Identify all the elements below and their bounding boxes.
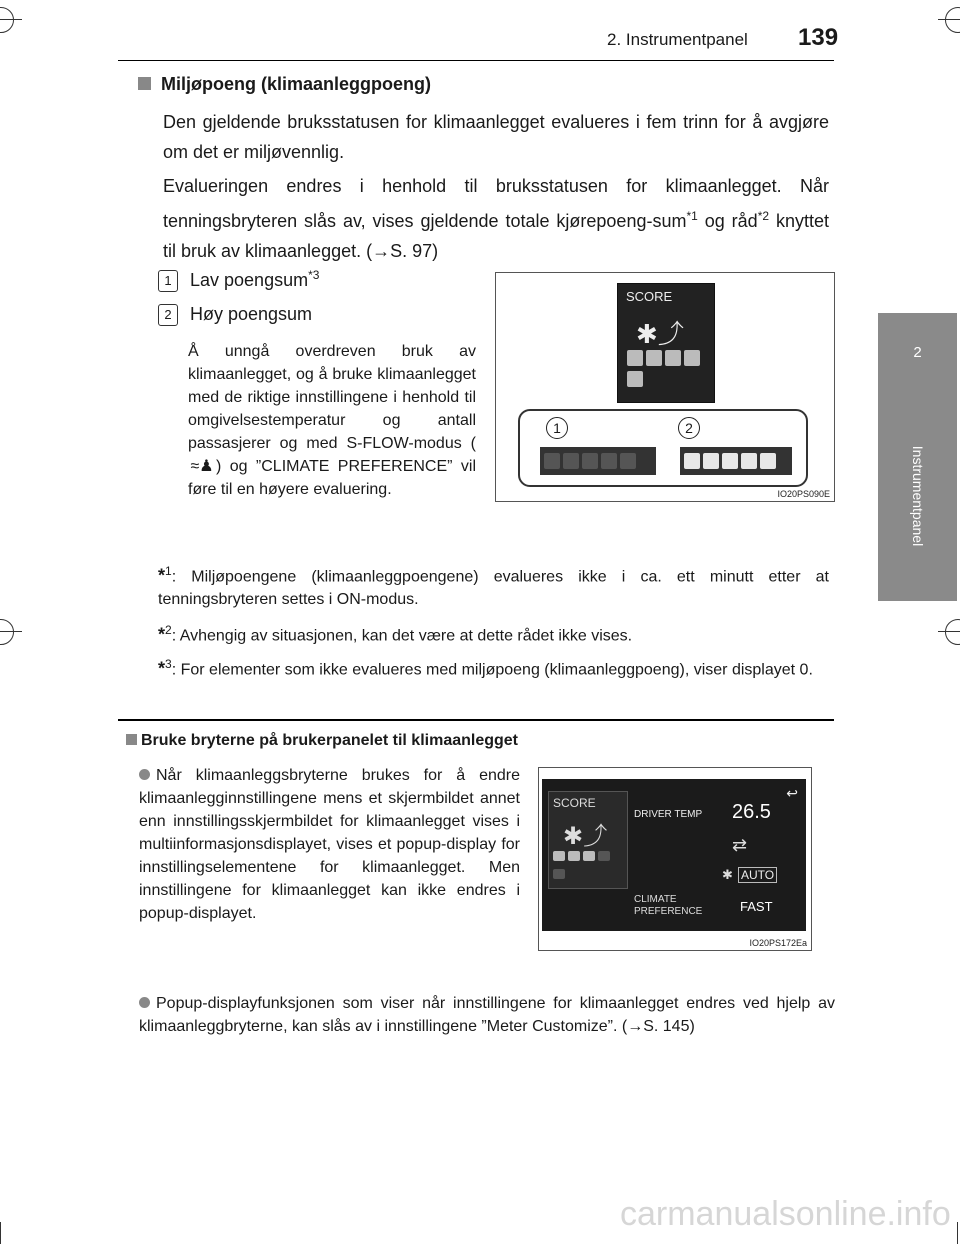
high-score-bar: [680, 447, 792, 475]
figure-caption-1: IO20PS090E: [777, 489, 830, 499]
crop-mark-mid-left: [0, 619, 14, 645]
callout-2: 2: [678, 417, 700, 439]
section-title-1: [138, 74, 431, 95]
footnote-text: : Miljøpoengene (klimaanleggpoengene) evalueres ikke i ca. ett minutt etter at tenningsbryteren settes i ON-modus.: [158, 568, 829, 609]
para2-text-b: og råd: [697, 211, 758, 231]
callout-frame: [518, 409, 808, 487]
bullet-item-2: [139, 992, 835, 1038]
auto-mode-label: AUTO: [738, 867, 777, 883]
para2-text-a: Evalueringen endres i henhold til bruksstatusen for klimaanlegget. Når tenningsbryteren slås av, vises gjeldende totale kjørepoeng-sum: [163, 176, 829, 231]
footnote-text: : Avhengig av situasjonen, kan det være at dette rådet ikke vises.: [171, 627, 633, 645]
footnote-ref-1[interactable]: *1: [686, 209, 698, 223]
bullet2-text: Popup-displayfunksjonen som viser når innstillingene for klimaanlegget endres ved hjelp av klimaanleggbryterne, kan slås av i innstillingene ”Meter Customize”. (: [139, 995, 835, 1035]
footnote-mark: *: [158, 658, 166, 679]
square-bullet-icon: [138, 77, 151, 90]
low-score-bar: [540, 447, 656, 475]
chapter-tab[interactable]: [878, 313, 957, 391]
figure-caption-2: IO20PS172Ea: [749, 938, 807, 948]
crop-line: [957, 1222, 958, 1244]
footnote-ref-3[interactable]: *3: [308, 268, 320, 282]
popup-score-panel: [548, 791, 628, 889]
airflow-car-icon: ⇄: [732, 835, 748, 855]
footnote-mark: *: [158, 565, 166, 586]
crop-line: [0, 631, 22, 632]
figure-score-display: [495, 272, 835, 502]
footnote-1: [158, 560, 829, 611]
watermark[interactable]: carmanualsonline.info: [620, 1195, 951, 1233]
crop-mark-top-right: [945, 7, 960, 33]
s-flow-icon: ≈♟: [190, 458, 214, 475]
footnote-mark: *: [158, 624, 166, 645]
score-bar: [627, 350, 714, 392]
section-title-2: [126, 732, 518, 750]
square-bullet-icon: [126, 734, 137, 745]
callout-number-2: 2: [158, 304, 178, 326]
chapter-label: Instrumentpanel: [909, 445, 926, 547]
callout-number-1: 1: [158, 270, 178, 292]
note-text-a: Å unngå overdreven bruk av klimaanlegget, og å bruke klimaanlegget med de riktige innstillingene i henhold til omgivelsestemperatur og antall passasjerer og med S-FLOW-modus (: [188, 343, 476, 452]
crop-mark-mid-right: [945, 619, 960, 645]
climate-label-2: PREFERENCE: [634, 906, 703, 917]
paragraph-1: Den gjeldende bruksstatusen for klimaanlegget evalueres i fem trinn for å avgjøre om det er miljøvennlig.: [163, 112, 829, 162]
crop-line: [938, 631, 960, 632]
note-paragraph: [188, 340, 476, 501]
item2-text: Høy poengsum: [190, 304, 313, 324]
fan-icon: ✱: [722, 867, 733, 882]
footnote-3: [158, 653, 829, 681]
climate-label-1: CLIMATE: [634, 894, 677, 905]
bullet-icon: [139, 997, 150, 1008]
chapter-side-label: [878, 391, 957, 601]
arrow-right-icon: →: [627, 1018, 644, 1035]
para2-text-c: knyttet til bruk av klimaanlegget. (: [163, 211, 829, 261]
back-arrow-icon: ↩: [786, 785, 798, 801]
popup-screen: [542, 779, 806, 931]
figure-popup-display: [538, 767, 812, 951]
footnote-num: 3: [165, 657, 172, 671]
list-item-2: [158, 304, 312, 326]
note-text-b: ) og ”CLIMATE PREFERENCE” vil føre til en høyere evaluering.: [188, 458, 476, 498]
crop-line: [938, 19, 960, 20]
section-title-text: Miljøpoeng (klimaanleggpoeng): [161, 74, 431, 94]
chapter-number: 2: [913, 343, 922, 361]
bullet1-text: Når klimaanleggsbryterne brukes for å endre klimaanlegginnstillingene mens et skjermbildet annet enn innstillingsskjermbildet for klimaanlegget vises i multiinformasjonsdisplayet, vises et popup-display for innstillingselementene for klimaanlegget. Men innstillingene for klimaanlegget kan ikke endres i popup-displayet.: [139, 767, 520, 922]
footnote-num: 1: [165, 564, 172, 578]
header-rule: [118, 60, 834, 61]
score-panel: [617, 283, 715, 403]
header-section-title: 2. Instrumentpanel: [607, 30, 748, 49]
list-item-1: [158, 268, 319, 292]
page-reference-link[interactable]: S. 97): [390, 241, 439, 261]
footnote-2: [158, 619, 829, 647]
section-title-text: Bruke bryterne på brukerpanelet til klimaanlegget: [141, 732, 519, 749]
item1-text: Lav poengsum: [190, 270, 309, 290]
footnote-num: 2: [165, 623, 172, 637]
crop-mark-top-left: [0, 7, 14, 33]
footnote-ref-2[interactable]: *2: [757, 209, 770, 223]
bullet-item-1: [139, 764, 520, 925]
climate-preference-value: FAST: [740, 899, 773, 914]
popup-score-bar: [553, 848, 627, 884]
crop-line: [0, 19, 22, 20]
paragraph-2: [163, 171, 829, 266]
section-divider: [118, 719, 834, 721]
driver-temp-value: 26.5: [732, 801, 771, 823]
score-label: SCORE: [626, 289, 673, 304]
footnote-text: : For elementer som ikke evalueres med miljøpoeng (klimaanleggpoeng), viser displayet 0.: [171, 661, 813, 679]
crop-line: [0, 1222, 1, 1244]
popup-score-label: SCORE: [553, 796, 596, 810]
fan-person-icon: ✱⤴: [563, 823, 608, 850]
page-reference-link[interactable]: S. 145): [643, 1018, 695, 1035]
arrow-right-icon: →: [372, 241, 391, 261]
bullet-icon: [139, 769, 150, 780]
callout-1: 1: [546, 417, 568, 439]
driver-temp-label: DRIVER TEMP: [634, 809, 703, 820]
fan-person-icon: ✱⤴: [636, 319, 684, 349]
page-number: 139: [798, 24, 839, 51]
